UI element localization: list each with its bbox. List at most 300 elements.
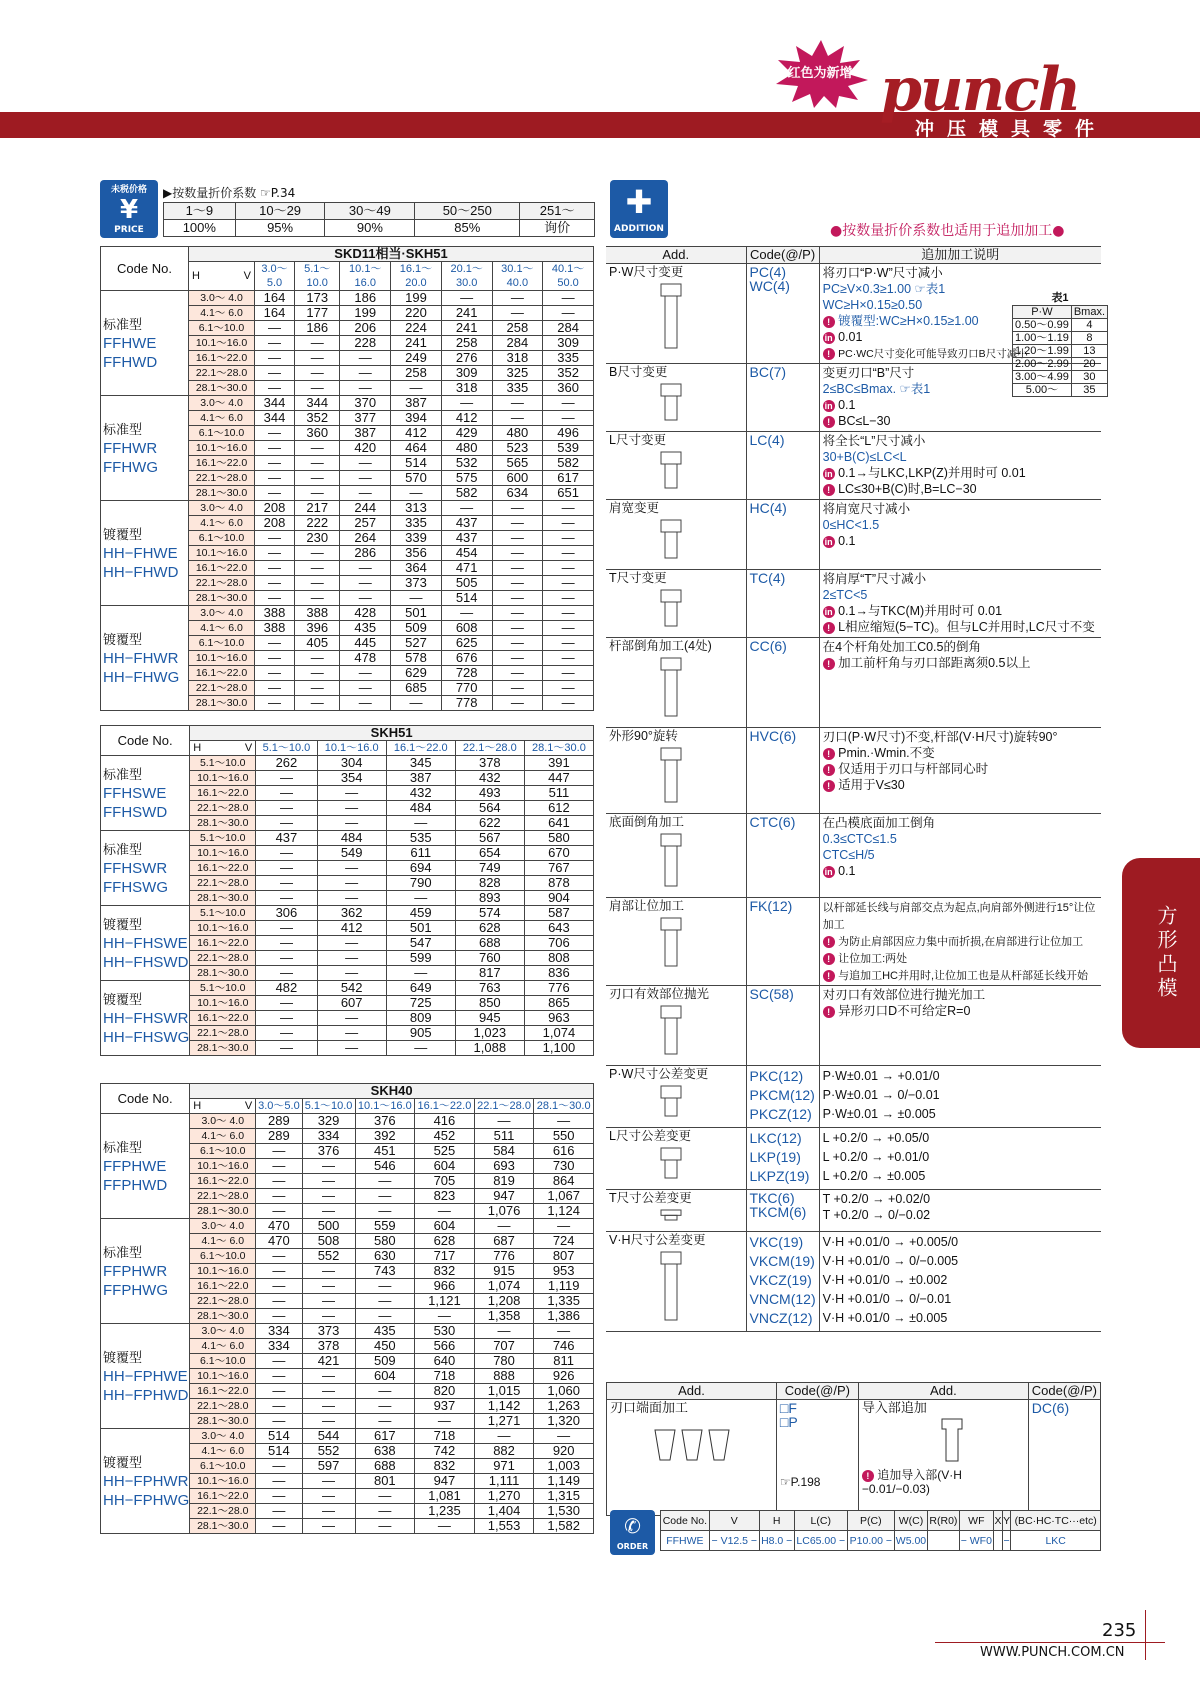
addition-row [606, 1190, 1101, 1232]
price-cell: — [256, 996, 317, 1011]
addition-desc-line [823, 265, 1098, 281]
addition-desc-cell [819, 638, 1101, 728]
order-value: W5.00 [894, 1531, 928, 1551]
price-cell: — [543, 666, 594, 681]
order-value: − [1002, 1531, 1011, 1551]
product-code: HH−FHSWR [103, 1009, 189, 1027]
price-cell: — [340, 351, 391, 366]
addition-desc-line [823, 413, 1098, 429]
product-code: FFHSWR [103, 859, 168, 877]
price-cell: 421 [302, 1354, 355, 1369]
price-cell: 470 [256, 1234, 302, 1249]
price-cell: — [492, 576, 543, 591]
warning-icon: ! [823, 764, 835, 776]
addition-desc-text: V·H +0.01/0 → ±0.005 [822, 1311, 948, 1325]
qty-rate: 询价 [520, 220, 595, 237]
price-cell: 600 [492, 471, 543, 486]
price-cell: 412 [441, 411, 492, 426]
addition-row [606, 986, 1101, 1066]
price-cell: 484 [386, 801, 455, 816]
addition-name: P·W尺寸公差变更 [609, 1067, 709, 1081]
price-cell: 649 [386, 981, 455, 996]
price-cell: — [355, 1189, 415, 1204]
lead-in-cell [858, 1400, 1028, 1516]
qty-discount-title: ▶按数量折价系数 ☞P.34 [163, 186, 296, 200]
addition-name: 底面倒角加工 [609, 815, 685, 829]
price-cell: 832 [415, 1459, 475, 1474]
price-cell: 607 [317, 996, 386, 1011]
price-cell: 817 [455, 966, 524, 981]
addition-desc-text: V·H +0.01/0 → ±0.002 [822, 1273, 948, 1287]
h-range-cell: 16.1～22.0 [190, 786, 256, 801]
price-cell: — [255, 681, 295, 696]
price-table-skh40 [100, 1083, 594, 1534]
price-cell: — [255, 441, 295, 456]
increment-icon: in [824, 536, 833, 547]
h-range-cell: 10.1～16.0 [189, 546, 255, 561]
v-range-header: 30.1～40.0 [492, 262, 543, 291]
h-range-cell: 16.1～22.0 [190, 1279, 256, 1294]
order-badge [610, 1510, 655, 1555]
product-code-cell [101, 501, 189, 606]
price-cell: 763 [455, 981, 524, 996]
price-cell: 1,270 [474, 1489, 534, 1504]
price-cell: 208 [255, 516, 295, 531]
product-code: FFHWE [103, 334, 157, 352]
h-range-cell: 10.1～16.0 [189, 336, 255, 351]
addition-desc-text: 让位加工:两处 [838, 953, 908, 965]
addition-code: LKPZ(19) [749, 1168, 810, 1184]
product-code: FFHSWD [103, 803, 168, 821]
price-cell: 687 [474, 1234, 534, 1249]
price-cell: 335 [391, 516, 442, 531]
addition-desc-text: 以杆部延长线与肩部交点为起点,向肩部外侧进行15°让位加工 [822, 902, 1096, 931]
price-cell: 387 [386, 771, 455, 786]
price-cell: — [302, 1474, 355, 1489]
price-cell: 470 [256, 1219, 302, 1234]
price-cell: — [255, 426, 295, 441]
product-code-cell [101, 1219, 190, 1324]
price-cell: 801 [355, 1474, 415, 1489]
price-cell: 392 [355, 1129, 415, 1144]
bottom-addition-table [606, 1382, 1101, 1516]
price-cell: 496 [543, 426, 594, 441]
addition-code: TKC(6) [749, 1190, 795, 1206]
addition-code: HVC(6) [749, 728, 797, 744]
addition-code-cell [746, 500, 819, 570]
order-header: WF [959, 1511, 994, 1531]
h-range-cell: 3.0～ 4.0 [189, 606, 255, 621]
warning-icon: ! [823, 780, 835, 792]
price-cell: 373 [302, 1324, 355, 1339]
product-type: 标准型 [103, 421, 143, 437]
price-cell: — [340, 561, 391, 576]
price-cell: — [441, 606, 492, 621]
price-cell: — [256, 1279, 302, 1294]
order-header: P(C) [848, 1511, 895, 1531]
table-row [101, 291, 594, 306]
price-cell: — [340, 366, 391, 381]
price-cell: 730 [534, 1159, 594, 1174]
product-code: FFPHWG [103, 1281, 168, 1299]
price-cell: 1,060 [534, 1384, 594, 1399]
price-cell: 1,142 [474, 1399, 534, 1414]
addition-sketch [639, 1250, 709, 1324]
price-cell: 437 [256, 831, 317, 846]
addition-code-cell [746, 264, 819, 364]
price-cell: 550 [534, 1129, 594, 1144]
table1-cell: 30 [1071, 370, 1107, 383]
price-badge-top: 未税价格 [110, 185, 147, 195]
price-cell: — [255, 651, 295, 666]
h-range-cell: 28.1～30.0 [190, 891, 256, 906]
price-cell: 471 [441, 561, 492, 576]
product-code: HH−FPHWE [103, 1367, 188, 1385]
h-range-cell: 28.1～30.0 [190, 1414, 256, 1429]
price-cell: 394 [391, 411, 442, 426]
price-cell: — [295, 696, 340, 711]
h-range-cell: 3.0～ 4.0 [189, 291, 255, 306]
addition-name-cell [606, 814, 746, 898]
v-range-header: 22.1～28.0 [474, 1099, 534, 1114]
price-cell: 493 [455, 786, 524, 801]
price-cell: — [543, 291, 594, 306]
price-cell: 1,100 [524, 1041, 593, 1056]
price-cell: — [492, 621, 543, 636]
addition-name: P·W尺寸变更 [609, 265, 684, 279]
price-cell: 345 [386, 756, 455, 771]
price-cell: 362 [317, 906, 386, 921]
addition-desc-text: PC≥V×0.3≥1.00 ☞表1 [822, 282, 946, 296]
price-cell: 429 [441, 426, 492, 441]
price-cell: — [441, 501, 492, 516]
order-value: H8.0 − [759, 1531, 794, 1551]
addition-sketch [639, 282, 709, 352]
price-cell: 654 [455, 846, 524, 861]
price-cell: — [340, 486, 391, 501]
price-cell: — [302, 1174, 355, 1189]
increment-icon: in [824, 866, 833, 877]
addition-code: HC(4) [749, 500, 787, 516]
price-cell: 206 [340, 321, 391, 336]
qty-rate: 90% [325, 220, 415, 237]
warning-icon: ! [823, 748, 835, 760]
price-cell: 1,149 [534, 1474, 594, 1489]
price-cell: 776 [524, 981, 593, 996]
warning-icon: ! [823, 936, 835, 948]
price-cell: 915 [474, 1264, 534, 1279]
addition-desc-cell [819, 898, 1101, 986]
price-cell: 1,335 [534, 1294, 594, 1309]
price-cell: 622 [455, 816, 524, 831]
addition-row [606, 1128, 1101, 1190]
price-cell: 437 [441, 516, 492, 531]
price-cell: 222 [295, 516, 340, 531]
price-cell: — [355, 1279, 415, 1294]
product-type: 镀覆型 [103, 916, 143, 932]
price-cell: 1,119 [534, 1279, 594, 1294]
price-cell: — [295, 576, 340, 591]
price-cell: — [256, 1369, 302, 1384]
price-cell: — [295, 456, 340, 471]
yen-icon: ¥ [119, 195, 139, 225]
price-cell: 304 [317, 756, 386, 771]
addition-desc-text: 加工前杆角与刃口部距离须0.5以上 [838, 656, 1031, 670]
qty-range: 30～49 [325, 203, 415, 220]
addition-sketch [639, 746, 709, 806]
addition-desc-line [823, 1003, 1098, 1019]
price-cell: 334 [302, 1129, 355, 1144]
price-cell: 546 [355, 1159, 415, 1174]
addition-desc-text: 0.1→与LKC,LKP(Z)并用时可 0.01 [838, 466, 1026, 480]
h-range-cell: 4.1～ 6.0 [190, 1444, 256, 1459]
table1-cell: 20 [1071, 357, 1107, 370]
price-cell: 878 [524, 876, 593, 891]
price-cell: 544 [302, 1429, 355, 1444]
addition-desc-text: L +0.2/0 → +0.05/0 [822, 1131, 930, 1145]
price-cell: 1,121 [415, 1294, 475, 1309]
price-table-skh51 [100, 725, 594, 1056]
addition-name: 刃口有效部位抛光 [609, 987, 710, 1001]
table1-cell: 8 [1071, 331, 1107, 344]
price-cell: 608 [441, 621, 492, 636]
price-cell: — [317, 1026, 386, 1041]
price-cell: 480 [441, 441, 492, 456]
addition-code: LC(4) [749, 432, 785, 448]
price-cell: — [386, 816, 455, 831]
table1-cell: 35 [1071, 383, 1107, 396]
price-cell: 450 [355, 1339, 415, 1354]
product-code: HH−FHWE [103, 544, 178, 562]
price-cell: — [492, 546, 543, 561]
price-cell: — [295, 681, 340, 696]
price-cell: 718 [415, 1369, 475, 1384]
price-cell: 760 [455, 951, 524, 966]
addition-desc-cell [819, 728, 1101, 814]
price-cell: — [534, 1114, 594, 1129]
order-header: (BC·HC·TC···etc) [1011, 1511, 1101, 1531]
h-label: H [193, 742, 202, 754]
addition-desc-text: 在凸模底面加工倒角 [822, 816, 936, 830]
price-cell: — [256, 1519, 302, 1534]
price-cell: 339 [391, 531, 442, 546]
price-cell: 378 [455, 756, 524, 771]
addition-desc-line [823, 517, 1098, 533]
h-range-cell: 10.1～16.0 [190, 1159, 256, 1174]
price-cell: — [543, 591, 594, 606]
price-cell: — [317, 861, 386, 876]
h-range-cell: 16.1～22.0 [190, 861, 256, 876]
qty-rate: 95% [235, 220, 325, 237]
h-range-cell: 3.0～ 4.0 [190, 1114, 256, 1129]
price-cell: — [492, 531, 543, 546]
addition-badge [610, 180, 668, 238]
addition-desc-text: 0.1 [838, 534, 856, 548]
product-code: FFHWD [103, 353, 158, 371]
price-cell: 864 [534, 1174, 594, 1189]
price-cell: — [256, 891, 317, 906]
price-cell: 432 [455, 771, 524, 786]
v-range-header: 3.0～5.0 [255, 262, 295, 291]
addition-desc-line [823, 863, 1098, 879]
price-cell: 264 [340, 531, 391, 546]
price-cell: — [256, 1294, 302, 1309]
addition-desc-text: 为防止肩部因应力集中而折损,在肩部进行让位加工 [838, 936, 1084, 948]
h-range-cell: 6.1～10.0 [189, 426, 255, 441]
addition-name: L尺寸变更 [609, 433, 666, 447]
price-cell: 566 [415, 1339, 475, 1354]
price-cell: 580 [355, 1234, 415, 1249]
price-cell: — [302, 1279, 355, 1294]
addition-code: TC(4) [749, 570, 786, 586]
table1-row [1013, 357, 1108, 370]
qty-range: 251～ [520, 203, 595, 220]
addition-row [606, 570, 1101, 638]
addition-name-cell [606, 986, 746, 1066]
addition-desc-text: 变更刃口“B”尺寸 [822, 366, 915, 380]
h-range-cell: 4.1～ 6.0 [190, 1129, 256, 1144]
h-range-cell: 10.1～16.0 [190, 771, 256, 786]
product-code: FFHSWE [103, 784, 167, 802]
price-cell: — [256, 1264, 302, 1279]
price-cell: — [295, 546, 340, 561]
warning-icon: ! [823, 1006, 835, 1018]
price-cell: 597 [302, 1459, 355, 1474]
price-cell: 1,263 [534, 1399, 594, 1414]
price-cell: 318 [492, 351, 543, 366]
h-range-cell: 28.1～30.0 [189, 696, 255, 711]
price-cell: — [255, 591, 295, 606]
order-header: Y [1002, 1511, 1011, 1531]
qty-discount-table [163, 202, 595, 237]
price-cell: — [255, 531, 295, 546]
h-range-cell: 22.1～28.0 [189, 366, 255, 381]
addition-desc-line [823, 847, 1098, 863]
addition-desc-cell [819, 1128, 1101, 1190]
addition-discount-note: ●按数量折价系数也适用于追加加工● [830, 223, 1065, 239]
price-cell: 920 [534, 1444, 594, 1459]
addition-code: CC(6) [749, 638, 787, 654]
addition-desc-line [823, 465, 1098, 481]
product-type: 镀覆型 [103, 1349, 143, 1365]
price-cell: 1,124 [534, 1204, 594, 1219]
side-category-tab[interactable] [1122, 858, 1200, 1048]
price-cell: 177 [295, 306, 340, 321]
addition-desc-text: L +0.2/0 → ±0.005 [822, 1169, 926, 1183]
addition-name-cell [606, 1128, 746, 1190]
addition-name-cell [606, 264, 746, 364]
price-cell: 354 [317, 771, 386, 786]
price-cell: — [256, 966, 317, 981]
product-type: 镀覆型 [103, 631, 143, 647]
addition-desc-text: 2≤BC≤Bmax. ☞表1 [822, 382, 931, 396]
price-cell: 360 [295, 426, 340, 441]
addition-code: VKC(19) [749, 1234, 804, 1250]
price-cell: 451 [355, 1144, 415, 1159]
addition-desc-line [823, 1067, 1098, 1086]
price-cell: 685 [391, 681, 442, 696]
addition-desc-line [823, 1105, 1098, 1124]
price-cell: 376 [355, 1114, 415, 1129]
price-cell: 376 [302, 1144, 355, 1159]
order-value: LKC [1011, 1531, 1101, 1551]
price-cell: 334 [256, 1324, 302, 1339]
product-code: FFPHWE [103, 1157, 167, 1175]
price-cell: 559 [355, 1219, 415, 1234]
price-cell: 640 [415, 1354, 475, 1369]
price-cell: 749 [455, 861, 524, 876]
price-cell: 1,386 [534, 1309, 594, 1324]
price-cell: 420 [340, 441, 391, 456]
price-cell: 1,404 [474, 1504, 534, 1519]
price-cell: — [255, 456, 295, 471]
v-range-header: 28.1～30.0 [524, 741, 593, 756]
price-cell: 230 [295, 531, 340, 546]
price-cell: — [543, 606, 594, 621]
price-cell: 552 [302, 1249, 355, 1264]
price-cell: 352 [543, 366, 594, 381]
price-cell: 286 [340, 546, 391, 561]
price-cell: 564 [455, 801, 524, 816]
addition-desc-line [823, 1252, 1098, 1271]
price-cell: — [295, 441, 340, 456]
price-cell: — [543, 561, 594, 576]
price-cell: 718 [415, 1429, 475, 1444]
addition-desc-text: CTC≤H/5 [822, 848, 875, 862]
price-cell: 780 [474, 1354, 534, 1369]
addition-code: BC(7) [749, 364, 787, 380]
v-range-header: 28.1～30.0 [534, 1099, 594, 1114]
price-cell: — [474, 1114, 534, 1129]
addition-desc-line [823, 933, 1098, 950]
price-cell: — [391, 591, 442, 606]
table1-cell: 3.00～4.99 [1013, 370, 1072, 383]
addition-desc-text: 0.1→与TKC(M)并用时可 0.01 [838, 604, 1003, 618]
price-cell: — [543, 696, 594, 711]
price-cell: 262 [256, 756, 317, 771]
price-cell: 186 [295, 321, 340, 336]
brand-subtitle: 冲压模具零件 [915, 118, 1108, 140]
h-range-cell: 10.1～16.0 [189, 441, 255, 456]
order-value: − WF0 [959, 1531, 994, 1551]
warning-icon: ! [823, 658, 835, 670]
addition-desc-line [823, 571, 1098, 587]
price-cell: 717 [415, 1249, 475, 1264]
price-cell: 501 [391, 606, 442, 621]
table-row [101, 831, 594, 846]
price-cell: — [355, 1504, 415, 1519]
price-cell: 396 [295, 621, 340, 636]
price-cell: 742 [415, 1444, 475, 1459]
order-value: FFHWE [661, 1531, 710, 1551]
price-cell: 611 [386, 846, 455, 861]
price-cell: 388 [255, 621, 295, 636]
price-cell: 641 [524, 816, 593, 831]
product-type: 标准型 [103, 766, 143, 782]
addition-code: VKCZ(19) [749, 1272, 812, 1288]
price-cell: — [474, 1219, 534, 1234]
price-cell: — [256, 846, 317, 861]
addition-desc-line [823, 619, 1098, 635]
addition-desc-text: P·W±0.01 → ±0.005 [822, 1107, 936, 1121]
code-no-header: Code No. [101, 726, 190, 756]
price-cell: 706 [524, 936, 593, 951]
price-cell: — [543, 546, 594, 561]
addition-name-cell [606, 570, 746, 638]
addition-name: 外形90°旋转 [609, 729, 678, 743]
price-cell: 445 [340, 636, 391, 651]
h-range-cell: 16.1～22.0 [190, 1384, 256, 1399]
